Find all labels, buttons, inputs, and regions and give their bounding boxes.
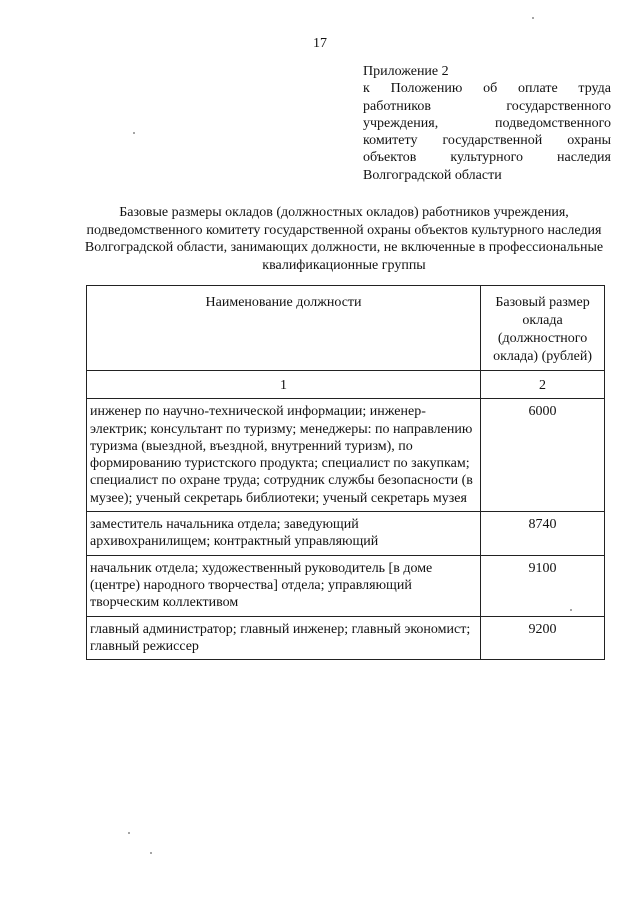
- scan-speck: [150, 852, 152, 854]
- salary-cell: 9200: [481, 616, 605, 660]
- appendix-line: работников государственного: [363, 98, 611, 114]
- position-cell: инженер по научно-технической информации; инженер-электрик; консультант по туризму; менеджеры: по направлению туризма (выездной, въездной, внутренний туризм), по формированию туристского продукта; специалист по закупкам; специалист по охране труда; сотрудник службы безопасности (в музее); ученый секретарь библиотеки; ученый секретарь музея: [87, 399, 481, 512]
- scan-speck: [128, 832, 130, 834]
- position-cell: заместитель начальника отдела; заведующий архивохранилищем; контрактный управляющий: [87, 512, 481, 556]
- salary-cell: 8740: [481, 512, 605, 556]
- column-number-row: [87, 371, 605, 399]
- appendix-block: [363, 63, 611, 184]
- document-heading: Базовые размеры окладов (должностных окладов) работников учреждения, подведомственного комитету государственной охраны объектов культурного наследия Волгоградской области, занимающих должности, не включенные в профессиональные квалификационные группы: [84, 205, 604, 273]
- column-number: 2: [481, 371, 605, 399]
- appendix-title: Приложение 2: [363, 64, 449, 79]
- salary-cell: 9100: [481, 555, 605, 616]
- appendix-line: к Положению об оплате труда: [363, 81, 611, 97]
- header-position: Наименование должности: [87, 286, 481, 371]
- position-cell: главный администратор; главный инженер; главный экономист; главный режиссер: [87, 616, 481, 660]
- salary-table: [86, 285, 605, 660]
- table-row: [87, 512, 605, 556]
- scan-speck: [133, 132, 135, 134]
- column-number: 1: [87, 371, 481, 399]
- table-row: [87, 616, 605, 660]
- page-number: 17: [313, 36, 327, 51]
- header-salary: Базовый размер оклада (должностного оклада) (рублей): [481, 286, 605, 371]
- table-row: [87, 399, 605, 512]
- position-cell: начальник отдела; художественный руководитель [в доме (центре) народного творчества] отдела; управляющий творческим коллективом: [87, 555, 481, 616]
- scan-speck: [532, 17, 534, 19]
- appendix-line: Волгоградской области: [363, 167, 502, 183]
- table-row: [87, 555, 605, 616]
- salary-cell: 6000: [481, 399, 605, 512]
- appendix-line: комитету государственной охраны: [363, 133, 611, 149]
- table-header-row: [87, 286, 605, 371]
- appendix-line: объектов культурного наследия: [363, 150, 611, 166]
- scan-speck: [570, 609, 572, 611]
- appendix-line: учреждения, подведомственного: [363, 115, 611, 131]
